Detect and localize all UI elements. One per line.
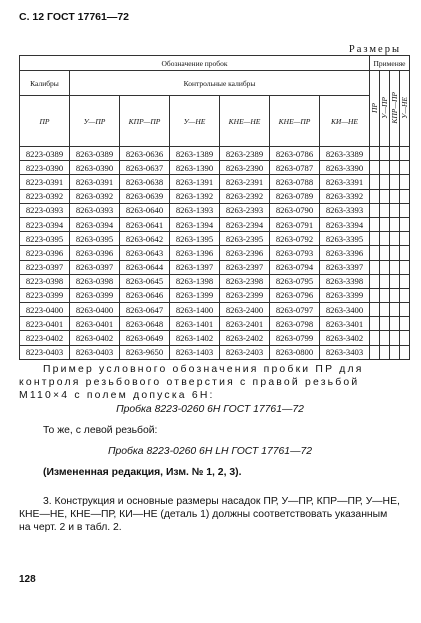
apply-cell: [380, 260, 390, 274]
group-header: Обозначение пробок: [20, 56, 370, 71]
table-cell: 8263-0793: [270, 246, 320, 260]
table-cell: 8223-0395: [20, 232, 70, 246]
apply-cell: [370, 260, 380, 274]
table-cell: 8263-1396: [170, 246, 220, 260]
apply-cell: [370, 246, 380, 260]
table-cell: 8223-0392: [20, 189, 70, 203]
apply-cell: [380, 331, 390, 345]
apply-cell: [400, 147, 410, 161]
column-header: У—НЕ: [170, 96, 220, 147]
table-cell: 8263-2395: [220, 232, 270, 246]
table-cell: 8263-2390: [220, 161, 270, 175]
apply-cell: [380, 274, 390, 288]
table-cell: 8263-0797: [270, 303, 320, 317]
table-cell: 8263-1392: [170, 189, 220, 203]
apply-col-header: КПР—ПР: [390, 71, 400, 147]
table-cell: 8263-3401: [320, 317, 370, 331]
column-header: КНЕ—ПР: [270, 96, 320, 147]
table-cell: 8263-1398: [170, 274, 220, 288]
apply-cell: [370, 232, 380, 246]
apply-cell: [380, 246, 390, 260]
apply-cell: [380, 288, 390, 302]
apply-cell: [390, 189, 400, 203]
example-designation-2: Пробка 8223-0260 6Н LН ГОСТ 17761—72: [107, 446, 313, 457]
table-cell: 8263-0788: [270, 175, 320, 189]
table-cell: 8263-0637: [120, 161, 170, 175]
table-cell: 8223-0403: [20, 345, 70, 359]
table-cell: 8263-1390: [170, 161, 220, 175]
table-cell: 8263-3392: [320, 189, 370, 203]
apply-cell: [400, 217, 410, 231]
table-cell: 8263-0642: [120, 232, 170, 246]
table-cell: 8223-0400: [20, 303, 70, 317]
table-cell: 8263-2398: [220, 274, 270, 288]
apply-cell: [390, 260, 400, 274]
table-cell: 8263-0395: [70, 232, 120, 246]
table-cell: 8263-0389: [70, 147, 120, 161]
apply-cell: [370, 345, 380, 359]
table-cell: 8263-1400: [170, 303, 220, 317]
table-cell: 8263-1395: [170, 232, 220, 246]
table-cell: 8223-0393: [20, 203, 70, 217]
table-cell: 8263-0392: [70, 189, 120, 203]
table-cell: 8263-1403: [170, 345, 220, 359]
table-cell: 8263-0794: [270, 260, 320, 274]
table-cell: 8263-0402: [70, 331, 120, 345]
apply-cell: [400, 274, 410, 288]
column-header: У—ПР: [70, 96, 120, 147]
table-cell: 8263-0789: [270, 189, 320, 203]
table-cell: 8263-0790: [270, 203, 320, 217]
apply-cell: [400, 331, 410, 345]
table-row: [20, 260, 410, 274]
apply-cell: [380, 175, 390, 189]
table-body: [20, 147, 410, 360]
page-header: С. 12 ГОСТ 17761—72: [19, 11, 130, 23]
apply-cell: [380, 232, 390, 246]
example-designation-1: Пробка 8223-0260 6Н ГОСТ 17761—72: [116, 404, 304, 415]
table-cell: 8263-0795: [270, 274, 320, 288]
apply-cell: [380, 147, 390, 161]
table-cell: 8223-0398: [20, 274, 70, 288]
table-cell: 8263-0398: [70, 274, 120, 288]
apply-cell: [400, 232, 410, 246]
apply-cell: [370, 317, 380, 331]
table-cell: 8263-0639: [120, 189, 170, 203]
apply-cell: [400, 288, 410, 302]
table-cell: 8263-0796: [270, 288, 320, 302]
table-cell: 8263-1399: [170, 288, 220, 302]
table-cell: 8263-2394: [220, 217, 270, 231]
table-cell: 8263-0644: [120, 260, 170, 274]
apply-cell: [370, 147, 380, 161]
table-cell: 8263-0399: [70, 288, 120, 302]
table-cell: 8223-0396: [20, 246, 70, 260]
apply-col-header: У—ПР: [380, 71, 390, 147]
revision-note: (Измененная редакция, Изм. № 1, 2, 3).: [43, 467, 242, 478]
apply-cell: [390, 246, 400, 260]
table-cell: 8223-0397: [20, 260, 70, 274]
apply-cell: [400, 260, 410, 274]
table-cell: 8263-2400: [220, 303, 270, 317]
table-cell: 8263-0400: [70, 303, 120, 317]
table-cell: 8263-3393: [320, 203, 370, 217]
table-cell: 8263-1397: [170, 260, 220, 274]
table-cell: 8263-0638: [120, 175, 170, 189]
apply-cell: [370, 203, 380, 217]
table-cell: 8263-0645: [120, 274, 170, 288]
table-cell: 8263-3394: [320, 217, 370, 231]
apply-cell: [390, 175, 400, 189]
page-number: 128: [19, 574, 36, 585]
table-row: [20, 345, 410, 359]
table-cell: 8263-1401: [170, 317, 220, 331]
table-row: [20, 161, 410, 175]
table-cell: 8263-3397: [320, 260, 370, 274]
example-intro: Пример условного обозначения пробки ПР для контроля резьбового отверстия с правой резьбой М110×4 с полем допуска 6Н:: [19, 364, 364, 401]
table-cell: 8263-2393: [220, 203, 270, 217]
apply-cell: [390, 217, 400, 231]
table-cell: 8223-0390: [20, 161, 70, 175]
table-cell: 8263-1389: [170, 147, 220, 161]
table-cell: 8263-3389: [320, 147, 370, 161]
apply-cell: [370, 274, 380, 288]
table-cell: 8263-3399: [320, 288, 370, 302]
apply-cell: [400, 345, 410, 359]
calibers-header: Калибры: [20, 71, 70, 96]
table-cell: 8263-0643: [120, 246, 170, 260]
apply-cell: [380, 345, 390, 359]
same-left-thread: То же, с левой резьбой:: [43, 425, 158, 436]
table-cell: 8263-1402: [170, 331, 220, 345]
apply-cell: [390, 161, 400, 175]
paragraph-3: 3. Конструкция и основные размеры насадок ПР, У—ПР, КПР—ПР, У—НЕ, КНЕ—НЕ, КНЕ—ПР, КИ—НЕ (деталь 1) должны соответствовать указанным на черт. 2 и в табл. 2.: [19, 496, 400, 533]
column-header: КПР—ПР: [120, 96, 170, 147]
apply-cell: [390, 288, 400, 302]
table-cell: 8263-2397: [220, 260, 270, 274]
table-cell: 8263-2389: [220, 147, 270, 161]
apply-cell: [380, 203, 390, 217]
apply-cell: [400, 203, 410, 217]
apply-cell: [390, 345, 400, 359]
table-cell: 8263-3402: [320, 331, 370, 345]
apply-cell: [390, 317, 400, 331]
table-cell: 8263-2403: [220, 345, 270, 359]
table-cell: 8263-0646: [120, 288, 170, 302]
apply-cell: [390, 331, 400, 345]
apply-cell: [370, 331, 380, 345]
apply-cell: [400, 246, 410, 260]
table-cell: 8263-0636: [120, 147, 170, 161]
column-header: КНЕ—НЕ: [220, 96, 270, 147]
table-cell: 8263-2399: [220, 288, 270, 302]
table-cell: 8263-0649: [120, 331, 170, 345]
table-row: [20, 217, 410, 231]
table-row: [20, 317, 410, 331]
apply-cell: [370, 161, 380, 175]
table-cell: 8263-0394: [70, 217, 120, 231]
table-cell: 8263-0401: [70, 317, 120, 331]
table-cell: 8263-3396: [320, 246, 370, 260]
apply-col-header: У—НЕ: [400, 71, 410, 147]
table-row: [20, 288, 410, 302]
apply-header: Применяе: [370, 56, 410, 71]
table-cell: 8263-0393: [70, 203, 120, 217]
table-row: [20, 331, 410, 345]
apply-cell: [380, 217, 390, 231]
apply-cell: [370, 217, 380, 231]
apply-cell: [380, 161, 390, 175]
table-cell: 8263-3390: [320, 161, 370, 175]
table-cell: 8263-2391: [220, 175, 270, 189]
apply-cell: [370, 303, 380, 317]
table-cell: 8223-0401: [20, 317, 70, 331]
table-cell: 8263-3395: [320, 232, 370, 246]
table-cell: 8263-0648: [120, 317, 170, 331]
apply-cell: [390, 274, 400, 288]
table-cell: 8263-3400: [320, 303, 370, 317]
table-cell: 8263-0390: [70, 161, 120, 175]
table-cell: 8223-0402: [20, 331, 70, 345]
control-header: Контрольные калибры: [70, 71, 370, 96]
table-cell: 8263-3403: [320, 345, 370, 359]
table-row: [20, 147, 410, 161]
sizes-label: Размеры: [348, 44, 401, 55]
apply-cell: [390, 147, 400, 161]
table-cell: 8263-3391: [320, 175, 370, 189]
apply-cell: [380, 189, 390, 203]
apply-cell: [370, 189, 380, 203]
table-cell: 8263-2396: [220, 246, 270, 260]
table-cell: 8263-0403: [70, 345, 120, 359]
apply-cell: [370, 175, 380, 189]
table-row: [20, 189, 410, 203]
table-row: [20, 232, 410, 246]
column-header: ПР: [20, 96, 70, 147]
apply-cell: [380, 303, 390, 317]
table-row: [20, 274, 410, 288]
table-row: [20, 175, 410, 189]
table-cell: 8263-9650: [120, 345, 170, 359]
table-row: [20, 246, 410, 260]
table-cell: 8263-0647: [120, 303, 170, 317]
table-cell: 8223-0391: [20, 175, 70, 189]
apply-cell: [390, 203, 400, 217]
table-cell: 8263-1393: [170, 203, 220, 217]
table-cell: 8263-3398: [320, 274, 370, 288]
table-cell: 8263-2402: [220, 331, 270, 345]
table-cell: 8263-0396: [70, 246, 120, 260]
gauge-table: [19, 55, 410, 360]
column-header: КИ—НЕ: [320, 96, 370, 147]
apply-cell: [400, 175, 410, 189]
apply-cell: [380, 317, 390, 331]
apply-cell: [400, 189, 410, 203]
table-cell: 8263-2401: [220, 317, 270, 331]
table-cell: 8223-0399: [20, 288, 70, 302]
table-cell: 8223-0389: [20, 147, 70, 161]
table-cell: 8263-0800: [270, 345, 320, 359]
apply-cell: [400, 303, 410, 317]
table-cell: 8263-2392: [220, 189, 270, 203]
table-cell: 8263-0640: [120, 203, 170, 217]
table-cell: 8263-1394: [170, 217, 220, 231]
table-cell: 8263-0397: [70, 260, 120, 274]
apply-cell: [390, 303, 400, 317]
table-cell: 8263-0791: [270, 217, 320, 231]
apply-cell: [400, 161, 410, 175]
table-cell: 8223-0394: [20, 217, 70, 231]
table-cell: 8263-0786: [270, 147, 320, 161]
table-cell: 8263-0792: [270, 232, 320, 246]
table-cell: 8263-1391: [170, 175, 220, 189]
table-row: [20, 203, 410, 217]
table-cell: 8263-0641: [120, 217, 170, 231]
apply-col-header: ПР: [370, 71, 380, 147]
table-row: [20, 303, 410, 317]
apply-cell: [370, 288, 380, 302]
apply-cell: [400, 317, 410, 331]
table-cell: 8263-0391: [70, 175, 120, 189]
table-cell: 8263-0799: [270, 331, 320, 345]
table-cell: 8263-0787: [270, 161, 320, 175]
apply-cell: [390, 232, 400, 246]
table-cell: 8263-0798: [270, 317, 320, 331]
